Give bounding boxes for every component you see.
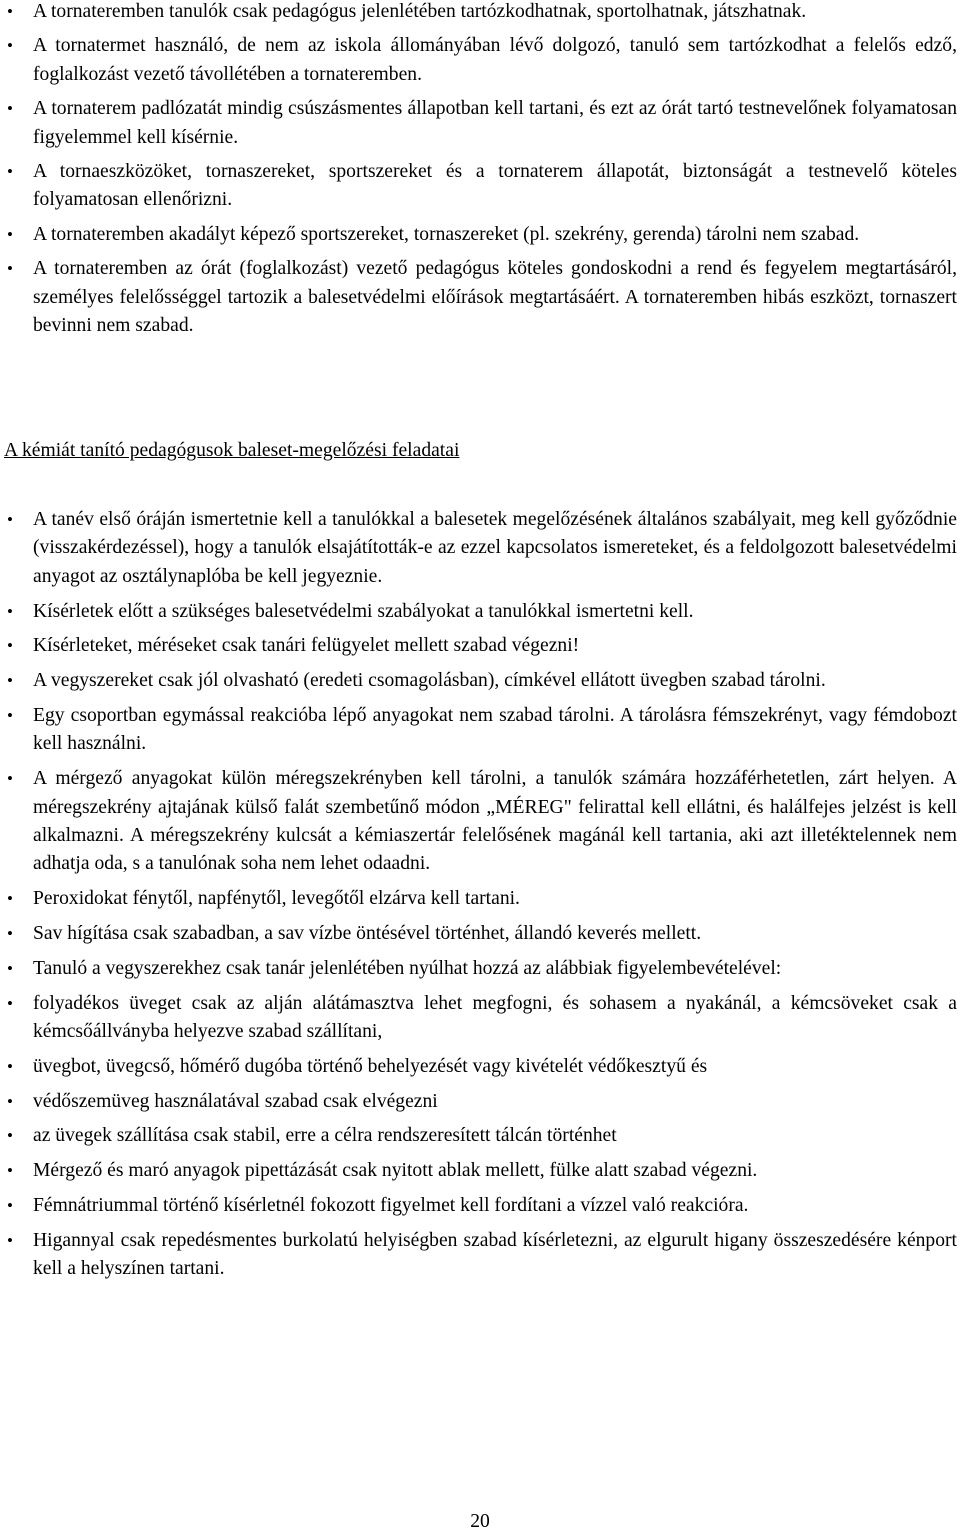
- list-item-text: folyadékos üveget csak az alján alátámasztva lehet megfogni, és sohasem a nyakánál, a kémcsöveket csak a kémcsőállványba helyezve szabad szállítani,: [33, 992, 957, 1043]
- bullet-icon: •: [7, 958, 13, 978]
- bullet-icon: •: [7, 99, 13, 119]
- list-item-text: A tornateremben az órát (foglalkozást) vezető pedagógus köteles gondoskodni a rend és fegyelem megtartásáról, személyes felelősséggel tartozik a balesetvédelmi előírások megtartásáért. A tornateremben hibás eszközt, tornaszert bevinni nem szabad.: [33, 258, 957, 337]
- list-item-text: A tornateremben akadályt képező sportszereket, tornaszereket (pl. szekrény, gerenda) tárolni nem szabad.: [33, 223, 860, 245]
- list-item: [0, 95, 957, 152]
- list-item: [0, 667, 957, 695]
- list-item: [0, 1053, 957, 1081]
- list-item: [0, 255, 957, 340]
- list-item: [0, 1088, 957, 1116]
- bullet-icon: •: [7, 769, 13, 789]
- list-item: [0, 702, 957, 759]
- list-item-text: A tornaterem padlózatát mindig csúszásmentes állapotban kell tartani, és ezt az órát tartó testnevelőnek folyamatosan figyelemmel kell kísérnie.: [33, 98, 957, 148]
- list-item-text: védőszemüveg használatával szabad csak elvégezni: [33, 1090, 438, 1112]
- list-item: [0, 1192, 957, 1220]
- list-item-text: üvegbot, üvegcső, hőmérő dugóba történő behelyezését vagy kivételét védőkesztyű és: [33, 1055, 708, 1077]
- bullet-icon: •: [7, 671, 13, 691]
- list-item: [0, 506, 957, 591]
- list-item-text: A tornaeszközöket, tornaszereket, sportszereket és a tornaterem állapotát, biztonságát a testnevelő köteles folyamatosan ellenőrizni.: [33, 161, 957, 211]
- bullet-icon: •: [7, 924, 13, 944]
- bullet-icon: •: [7, 993, 13, 1013]
- bullet-icon: •: [7, 1230, 13, 1250]
- list-item-text: A mérgező anyagokat külön méregszekrényben kell tárolni, a tanulók számára hozzáférhetetlen, zárt helyen. A méregszekrény ajtajának külső falát szembetűnő módon „MÉREG" felirattal kell ellátni, és halálfejes jelzést is kell alkalmazni. A méregszekrény kulcsát a kémiaszertár felelősének magánál kell tartania, aki azt illetéktelennek nem adhatja oda, s a tanulónak soha nem lehet odaadni.: [33, 768, 957, 875]
- list-item-text: Sav hígítása csak szabadban, a sav vízbe öntésével történhet, állandó keverés mellett.: [33, 923, 702, 945]
- section-heading: A kémiát tanító pedagógusok baleset-megelőzési feladatai: [4, 440, 460, 461]
- list-item-text: Mérgező és maró anyagok pipettázását csak nyitott ablak mellett, fülke alatt szabad végezni.: [33, 1160, 758, 1182]
- bullet-icon: •: [7, 706, 13, 725]
- list-item: [0, 920, 957, 948]
- list-item-text: Kísérletek előtt a szükséges balesetvédelmi szabályokat a tanulókkal ismertetni kell.: [33, 600, 694, 622]
- list-item: [0, 1227, 957, 1284]
- list-item: [0, 955, 957, 983]
- gym-rules-list: [0, 0, 957, 346]
- list-item-text: Peroxidokat fénytől, napfénytől, levegőtől elzárva kell tartani.: [33, 888, 520, 910]
- list-item: [0, 221, 957, 249]
- list-item-text: A tornatermet használó, de nem az iskola állományában lévő dolgozó, tanuló sem tartózkodhat a felelős edző, foglalkozást vezető távollétében a tornateremben.: [33, 35, 957, 85]
- bullet-icon: •: [7, 259, 13, 279]
- bullet-icon: •: [7, 1161, 13, 1181]
- list-item: [0, 765, 957, 879]
- bullet-icon: •: [7, 510, 13, 529]
- bullet-icon: •: [7, 889, 13, 909]
- list-item-text: az üvegek szállítása csak stabil, erre a célra rendszeresített tálcán történhet: [33, 1125, 617, 1147]
- list-item-text: Higannyal csak repedésmentes burkolatú helyiségben szabad kísérletezni, az elgurult higany összeszedésére kénport kell a helyszínen tartani.: [33, 1229, 957, 1280]
- bullet-icon: •: [7, 1056, 13, 1076]
- list-item: [0, 158, 957, 215]
- list-item: [0, 1157, 957, 1185]
- list-item: [0, 885, 957, 913]
- list-item-text: A tanév első óráján ismertetnie kell a tanulókkal a balesetek megelőzésének általános szabályait, meg kell győződnie (visszakérdezéssel), hogy a tanulók elsajátították-e az ezzel kapcsolatos ismereteket, és a feldolgozott balesetvédelmi anyagot az osztálynaplóba be kell jegyeznie.: [33, 509, 957, 587]
- page-number: 20: [470, 1511, 490, 1532]
- list-item: [0, 1122, 957, 1150]
- bullet-icon: •: [7, 224, 13, 244]
- list-item-text: Kísérleteket, méréseket csak tanári felügyelet mellett szabad végezni!: [33, 635, 580, 657]
- list-item-text: Tanuló a vegyszerekhez csak tanár jelenlétében nyúlhat hozzá az alábbiak figyelembevételével:: [33, 957, 782, 979]
- list-item: [0, 0, 957, 26]
- list-item: [0, 32, 957, 89]
- bullet-icon: •: [7, 162, 13, 182]
- bullet-icon: •: [7, 1091, 13, 1111]
- bullet-icon: •: [7, 1196, 13, 1215]
- bullet-icon: •: [7, 36, 13, 56]
- list-item-text: A tornateremben tanulók csak pedagógus jelenlétében tartózkodhatnak, sportolhatnak, játszhatnak.: [33, 1, 807, 22]
- bullet-icon: •: [7, 636, 13, 656]
- list-item: [0, 632, 957, 660]
- list-item-text: Fémnátriummal történő kísérletnél fokozott figyelmet kell fordítani a vízzel való reakcióra.: [33, 1195, 749, 1216]
- bullet-icon: •: [7, 601, 13, 621]
- bullet-icon: •: [7, 1126, 13, 1146]
- bullet-icon: •: [7, 2, 13, 21]
- list-item: [0, 598, 957, 626]
- list-item-text: A vegyszereket csak jól olvasható (eredeti csomagolásban), címkével ellátott üvegben szabad tárolni.: [33, 670, 826, 692]
- list-item: [0, 990, 957, 1047]
- chemistry-rules-list: [0, 506, 957, 1290]
- list-item-text: Egy csoportban egymással reakcióba lépő anyagokat nem szabad tárolni. A tárolásra fémszekrényt, vagy fémdobozt kell használni.: [33, 705, 957, 755]
